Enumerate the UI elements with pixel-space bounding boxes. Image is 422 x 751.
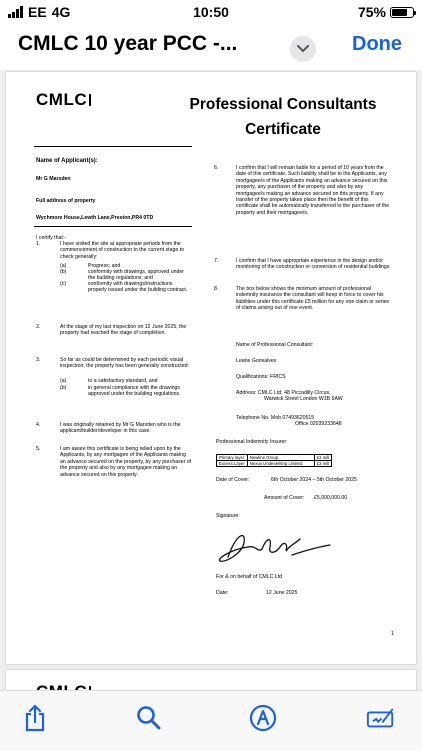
consultant-address-2: Warwick Street London W1B 5AW xyxy=(264,396,343,402)
document-viewer[interactable] xyxy=(0,70,422,690)
telephone: Telephone No. Mob 07493620515 xyxy=(236,415,315,421)
item-text: I confirm that I have appropriate experience in the design and/or monitoring of the construction or conversion of residential buildings. xyxy=(236,258,391,271)
sub-text: conformity with drawings, approved under the building regulations; and xyxy=(88,269,185,282)
behalf-text: For & on behalf of CMLC Ltd xyxy=(216,574,283,580)
sub-mark: (a) xyxy=(60,378,67,384)
item-text: I confirm that I will remain liable for a period of 10 years from the date of this certificate. Such liability shall be to the Applicants, any mortgagee/s of the Applicants making an advance secured on this property, any purchaser of the property and also by any mortgagee/s making an advance secured on this property. If any transfer of the property takes place then the benefit of this certificate shall be automatically transferred to the purchaser of the property and their mortgagee/s. xyxy=(236,165,390,216)
consultant-address-1: Address: CMLC Ltd, 48 Piccadilly Circus, xyxy=(236,390,331,396)
sign-icon[interactable] xyxy=(366,703,396,733)
item-text: I am aware this certificate is being relied upon by the Applicants, by any mortgagee of the Applicants making an advance secured on the property, by any purchaser of the property and also by any mortgagee making an advance secured on this property. xyxy=(60,446,192,478)
date-cover-label: Date of Cover: xyxy=(216,477,250,483)
insurer-label: Professional Indemnity Insurer: xyxy=(216,439,288,445)
item-text: At the stage of my last inspection on 12 June 2025, the property had reached the stage of completion. xyxy=(60,324,187,337)
navigation-bar xyxy=(0,26,422,70)
clock: 10:50 xyxy=(193,4,229,20)
applicant-label: Name of Applicant(s): xyxy=(36,158,98,164)
carrier: EE xyxy=(28,4,47,20)
markup-icon[interactable] xyxy=(248,703,278,733)
item-text: I was originally retained by Mr G Marsden who is the applicant/builder/developer in this case. xyxy=(60,422,181,435)
sub-text: in general compliance with the drawings approved under the building regulations. xyxy=(88,385,181,398)
status-right xyxy=(358,4,414,20)
table-row xyxy=(217,461,332,467)
qualifications: Qualifications: FRICS xyxy=(236,374,286,380)
item-number: 8. xyxy=(214,286,219,292)
date-cover: 6th October 2024 – 5th October 2025 xyxy=(271,477,357,483)
item-number: 3. xyxy=(36,357,41,363)
item-number: 4. xyxy=(36,422,41,428)
document-title: CMLC 10 year PCC -... xyxy=(18,32,238,55)
item-text: The box below shows the minimum amount of professional indemnity insurance the consultant will keep in force to cover his liabilities under this certificate £5 million for any one claim or series of claims arising out of one event. xyxy=(236,286,390,312)
sub-mark: (b) xyxy=(60,385,67,391)
divider xyxy=(34,146,192,147)
bottom-toolbar xyxy=(0,690,422,751)
pdf-page xyxy=(6,72,416,664)
consultant-name: Learie Gonsalves xyxy=(236,358,277,364)
chevron-down-icon[interactable] xyxy=(290,36,316,62)
item-number: 7. xyxy=(214,258,219,264)
sub-mark: (b) xyxy=(60,269,67,275)
signature-image xyxy=(214,525,334,567)
item-number: 2. xyxy=(36,324,41,330)
done-button[interactable]: Done xyxy=(352,33,402,55)
sub-mark: (c) xyxy=(60,281,67,287)
table-cell: Primary layer xyxy=(217,455,248,461)
amount-label: Amount of Cover: xyxy=(264,495,305,501)
table-cell: Nexus Underwriting Limited xyxy=(247,461,314,467)
signature-label: Signature: xyxy=(216,513,240,519)
consultant-label: Name of Professional Consultant: xyxy=(236,342,314,348)
sub-text: to a satisfactory standard, and xyxy=(88,378,158,384)
certify-text: I certify that:- xyxy=(36,235,66,241)
property-address: Wychmore House,Lewth Lane,Preston,PR4 0TD xyxy=(36,215,154,221)
share-icon[interactable] xyxy=(20,703,50,733)
divider xyxy=(34,226,192,227)
battery-icon xyxy=(390,7,414,18)
battery-percent: 75% xyxy=(357,4,386,20)
sub-mark: (a) xyxy=(60,263,67,269)
address-label: Full address of property xyxy=(36,198,96,204)
item-number: 6. xyxy=(214,165,219,171)
office-phone: Office 02039233648 xyxy=(295,421,342,427)
page-number: 1 xyxy=(391,631,394,637)
certificate-title: Professional Consultants Certificate xyxy=(189,96,377,138)
table-cell: Newline Group xyxy=(247,455,314,461)
insurance-table xyxy=(216,454,332,467)
cmlc-logo: CMLC xyxy=(36,90,99,110)
network: 4G xyxy=(51,4,71,20)
sub-text: Progress; and xyxy=(88,263,121,269)
search-icon[interactable] xyxy=(134,703,164,733)
item-text: I have visited the site at appropriate periods from the commencement of construction to the current stage to check generally: xyxy=(60,241,184,260)
table-cell: £2 mill xyxy=(314,455,331,461)
date-value: 12 June 2025 xyxy=(266,590,298,596)
sub-text: conformity with drawings/instructions properly issued under the building contract. xyxy=(88,281,188,294)
status-bar xyxy=(0,0,422,26)
applicant-name: Mr G Marsden xyxy=(36,176,71,182)
table-cell: Excess Layer xyxy=(217,461,248,467)
table-cell: £3 mill xyxy=(314,461,331,467)
item-number: 5. xyxy=(36,446,41,452)
item-number: 1. xyxy=(36,241,41,247)
amount-cover: £5,000,000.00 xyxy=(314,495,348,501)
item-text: So far as could be determined by each periodic visual inspection, the property has been generally constructed: xyxy=(60,357,189,370)
date-label: Date: xyxy=(216,590,229,596)
